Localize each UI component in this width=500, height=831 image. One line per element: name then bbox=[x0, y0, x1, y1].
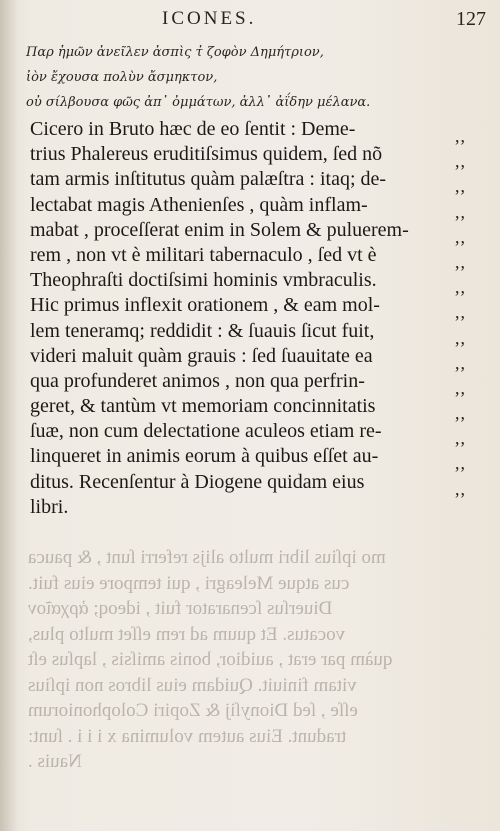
quote-mark: ,, bbox=[455, 277, 466, 298]
bleed-line: eſſe , ſed Dionyſij & Zopiri Colophoniorum bbox=[28, 700, 358, 721]
quote-mark: ,, bbox=[455, 176, 466, 197]
page-header bbox=[0, 8, 500, 32]
text-line: ditus. Recenſentur à Diogene quidam eius bbox=[30, 470, 365, 493]
quote-mark: ,, bbox=[455, 428, 466, 449]
bleed-line: tradunt. Eius autem volumina x i i i . ſunt: bbox=[28, 725, 347, 747]
quotation-marks-column bbox=[455, 124, 489, 502]
latin-paragraph bbox=[30, 117, 460, 520]
text-line: rem , non vt è militari tabernaculo , ſed vt è bbox=[30, 243, 377, 266]
quote-mark: ,, bbox=[455, 453, 466, 474]
quote-mark: ,, bbox=[455, 251, 466, 272]
bleed-line: cus atque Meleagri , qui tempore eius fuit. bbox=[28, 572, 350, 594]
text-line: videri maluit quàm grauis : ſed ſuauitate ea bbox=[30, 344, 373, 367]
quote-mark: ,, bbox=[455, 126, 466, 146]
text-line: tam armis inſtitutus quàm palæſtra : itaq; de- bbox=[30, 168, 387, 191]
quote-mark: ,, bbox=[455, 403, 466, 424]
text-line: libri. bbox=[30, 495, 69, 518]
page-number: 127 bbox=[456, 8, 486, 30]
quote-mark: ,, bbox=[455, 352, 466, 373]
quote-mark: ,, bbox=[455, 201, 466, 222]
epigram-line: οὐ σίλβουσα φῶς ἀπ᾿ ὀμμάτων, ἀλλ᾿ ἀΐδην μέλανα. bbox=[26, 95, 371, 110]
quote-mark: ,, bbox=[455, 478, 466, 499]
bleed-line: vocatus. Et quum ad rem eſſet multo plus, bbox=[28, 623, 346, 645]
bleed-line: Nauis . bbox=[28, 751, 82, 772]
text-line: Hic primus inflexit orationem , & eam mol- bbox=[30, 294, 380, 317]
bleed-line: vitam finiuit. Quidam eius libros non ipſius bbox=[28, 674, 357, 696]
text-line: lem teneramq; reddidit : & ſuauis ſicut fuit, bbox=[30, 319, 375, 342]
epigram-line: Παρ ἡμῶν ἀνεῖλεν ἀσπὶς τ̓ ζοφὸν Δημήτριον, bbox=[26, 45, 324, 60]
epigram-line: ἰὸν ἔχουσα πολὺν ἄσμηκτον, bbox=[26, 70, 218, 85]
text-line: qua profunderet animos , non qua perfrin- bbox=[30, 369, 365, 392]
bleed-line: Diuerſus ſcenarator fuit , ideoq; ἀρχαῖον bbox=[28, 598, 333, 619]
text-line: mabat , proceſſerat enim in Solem & puluerem- bbox=[30, 218, 409, 241]
text-line: lectabat magis Athenienſes , quàm inflam- bbox=[30, 193, 368, 216]
greek-epigram bbox=[26, 40, 466, 115]
bleed-line: quàm par erat , auidior, bonis amiſsis , lapſus eſt bbox=[28, 649, 393, 670]
bleed-line: mo ipſius libri multo alijs referri ſunt , & pauca bbox=[28, 547, 386, 568]
quote-mark: ,, bbox=[455, 151, 466, 172]
text-line: Theophraſti doctiſsimi hominis vmbraculis. bbox=[30, 269, 377, 292]
text-line: ſuæ, non cum delectatione aculeos etiam re- bbox=[30, 420, 382, 443]
text-line: linqueret in animis eorum à quibus eſſet au- bbox=[30, 445, 379, 468]
running-head: ICONES. bbox=[162, 8, 257, 29]
quote-mark: ,, bbox=[455, 377, 466, 398]
quote-mark: ,, bbox=[455, 226, 466, 247]
quote-mark: ,, bbox=[455, 327, 466, 348]
text-line: Cicero in Bruto hæc de eo ſentit : Deme- bbox=[30, 118, 356, 140]
quote-mark: ,, bbox=[455, 302, 466, 323]
text-line: geret, & tantùm vt memoriam concinnitatis bbox=[30, 395, 376, 418]
text-line: trius Phalereus eruditiſsimus quidem, ſed nõ bbox=[30, 143, 383, 166]
bleed-through-text bbox=[28, 545, 468, 775]
